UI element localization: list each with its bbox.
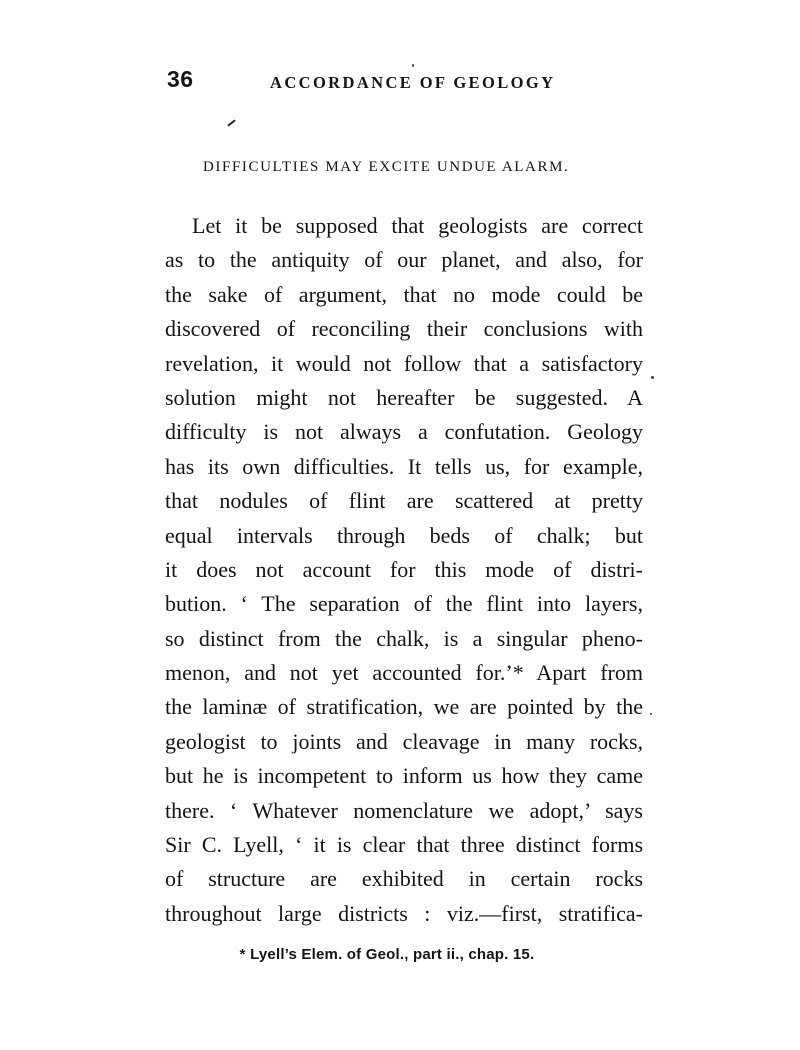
footnote <box>0 946 800 963</box>
text-line: menon, and not yet accounted for.’* Apart from <box>165 660 643 686</box>
text-line: throughout large districts : viz.—first, stratifica- <box>165 900 643 926</box>
print-speck <box>651 376 654 379</box>
text-line: difficulty is not always a confutation. Geology <box>165 419 643 445</box>
text-line: geologist to joints and cleavage in many rocks, <box>165 728 643 754</box>
text-line: as to the antiquity of our planet, and also, for <box>165 247 643 273</box>
text-line: the laminæ of stratification, we are pointed by the <box>165 694 643 720</box>
text-line: discovered of reconciling their conclusions with <box>165 316 643 342</box>
text-line: revelation, it would not follow that a satisfactory <box>165 350 643 376</box>
print-speck <box>412 64 414 67</box>
text-line: the sake of argument, that no mode could be <box>165 281 643 307</box>
body-paragraph <box>165 209 643 931</box>
text-line: solution might not hereafter be suggested. A <box>165 384 643 410</box>
page-number: 36 <box>167 66 194 92</box>
footnote-text: * Lyell’s Elem. of Geol., part ii., chap. 15. <box>239 946 535 963</box>
text-line: so distinct from the chalk, is a singular pheno- <box>165 625 643 651</box>
print-speck <box>650 713 652 715</box>
text-line: there. ‘ Whatever nomenclature we adopt,’ says <box>165 797 643 823</box>
text-line: Sir C. Lyell, ‘ it is clear that three distinct forms <box>165 832 643 858</box>
text-line: has its own difficulties. It tells us, for example, <box>165 453 643 479</box>
text-line: that nodules of flint are scattered at pretty <box>165 488 643 514</box>
running-title: ACCORDANCE OF GEOLOGY <box>270 73 556 92</box>
text-line: of structure are exhibited in certain rocks <box>165 866 643 892</box>
pencil-mark <box>227 119 235 126</box>
text-line: it does not account for this mode of distri- <box>165 556 643 582</box>
text-line: bution. ‘ The separation of the flint into layers, <box>165 591 643 617</box>
text-line: Let it be supposed that geologists are correct <box>192 213 643 238</box>
section-heading: DIFFICULTIES MAY EXCITE UNDUE ALARM. <box>203 159 570 175</box>
text-line: equal intervals through beds of chalk; but <box>165 522 643 548</box>
text-line: but he is incompetent to inform us how they came <box>165 763 643 789</box>
